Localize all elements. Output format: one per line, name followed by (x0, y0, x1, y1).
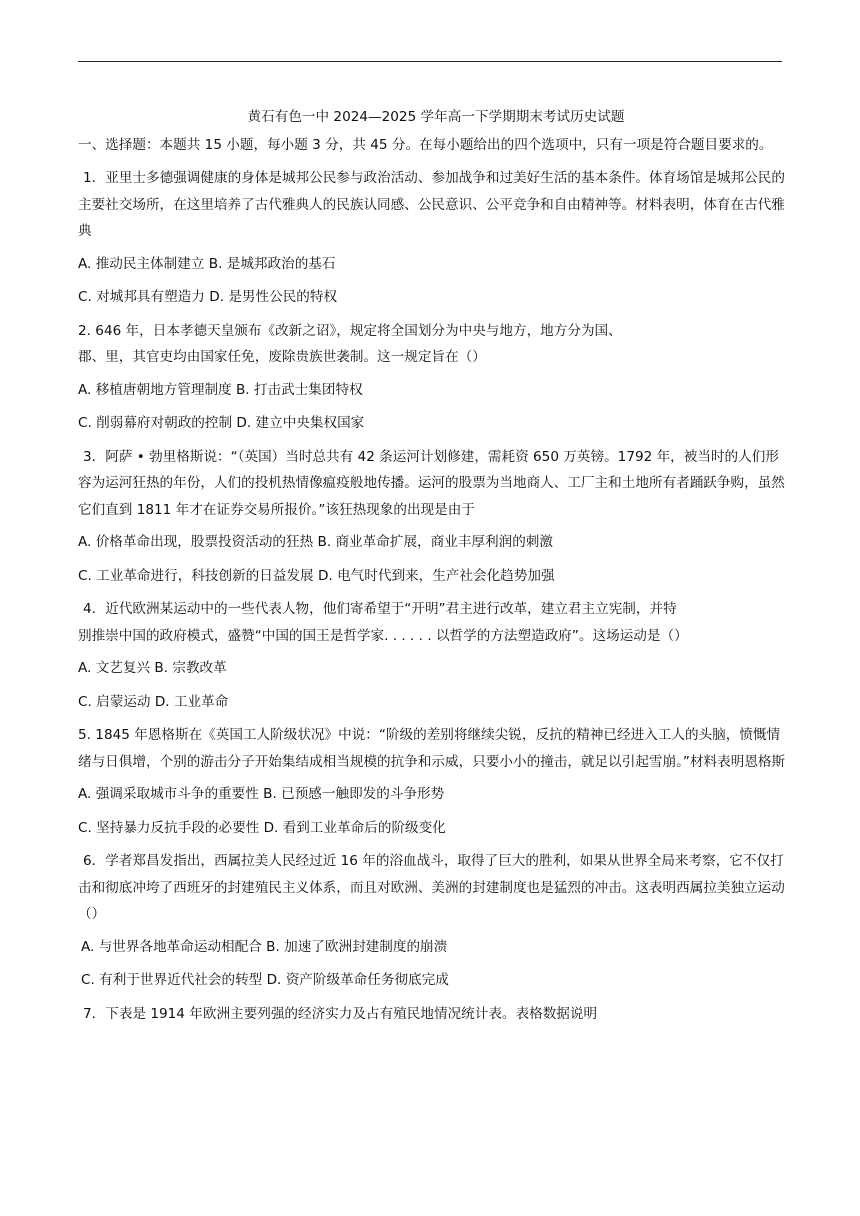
question-3-stem: 3．阿萨 • 勃里格斯说：“（英国）当时总共有 42 条运河计划修建，需耗资 650 万英镑。1792 年，被当时的人们形容为运河狂热的年份，人们的投机热情像瘟疫般地传播。运河的股票为当地商人、工厂主和土地所有者踊跃争购，虽然它们直到 1811 年才在证券交易所报价。”该狂热现象的出现是由于 (78, 448, 785, 518)
question-5-options-cd: C. 坚持暴力反抗手段的必要性 D. 看到工业革命后的阶级变化 (78, 819, 446, 836)
question-2-options-cd: C. 削弱幕府对朝政的控制 D. 建立中央集权国家 (78, 415, 365, 431)
question-1-options-ab: A. 推动民主体制建立 B. 是城邦政治的基石 (78, 255, 336, 272)
exam-content (78, 104, 786, 1027)
section-intro: 一、选择题：本题共 15 小题，每小题 3 分，共 45 分。在每小题给出的四个选项中，只有一项是符合题目要求的。 (78, 136, 773, 153)
question-2-stem-line-1: 2. 646 年，日本孝德天皇颁布《改新之诏》，规定将全国划分为中央与地方，地方分为国、 (78, 322, 622, 339)
question-4-stem-line-1: 4．近代欧洲某运动中的一些代表人物，他们寄希望于“开明”君主进行改革，建立君主立宪制，并特 (83, 601, 677, 617)
question-6-options-cd: C. 有利于世界近代社会的转型 D. 资产阶级革命任务彻底完成 (81, 972, 449, 988)
question-3-options-ab: A. 价格革命出现，股票投资活动的狂热 B. 商业革命扩展，商业丰厚利润的刺激 (78, 534, 553, 550)
question-2-options-ab: A. 移植唐朝地方管理制度 B. 打击武士集团特权 (78, 381, 363, 398)
question-1-options-cd: C. 对城邦具有塑造力 D. 是男性公民的特权 (78, 289, 338, 305)
question-3-options-cd: C. 工业革命进行，科技创新的日益发展 D. 电气时代到来，生产社会化趋势加强 (78, 567, 555, 584)
exam-title: 黄石有色一中 2024—2025 学年高一下学期期末考试历史试题 (247, 109, 625, 125)
question-5-options-ab: A. 强调采取城市斗争的重要性 B. 已预感一触即发的斗争形势 (78, 786, 445, 802)
question-1-stem: 1．亚里士多德强调健康的身体是城邦公民参与政治活动、参加战争和过美好生活的基本条件。体育场馆是城邦公民的主要社交场所，在这里培养了古代雅典人的民族认同感、公民意识、公平竞争和自由精神等。材料表明，体育在古代雅典 (78, 170, 785, 239)
question-4-options-ab: A. 文艺复兴 B. 宗教改革 (78, 660, 227, 676)
header-rule (78, 61, 782, 62)
question-2-stem-line-2: 郡、里，其官吏均由国家任免，废除贵族世袭制。这一规定旨在（） (78, 349, 486, 365)
question-5-stem: 5. 1845 年恩格斯在《英国工人阶级状况》中说：“阶级的差别将继续尖锐，反抗的精神已经进入工人的头脑，愤慨情绪与日俱增，个别的游击分子开始集结成相当规模的抗争和示威，只要小小的撞击，就足以引起雪崩。”材料表明恩格斯 (78, 727, 786, 770)
question-6-stem: 6．学者郑昌发指出，西属拉美人民经过近 16 年的浴血战斗，取得了巨大的胜利，如果从世界全局来考察，它不仅打击和彻底冲垮了西班牙的封建殖民主义体系，而且对欧洲、美洲的封建制度也是猛烈的冲击。这表明西属拉美独立运动（） (78, 853, 785, 922)
question-6-options-ab: A. 与世界各地革命运动相配合 B. 加速了欧洲封建制度的崩溃 (81, 938, 448, 955)
question-4-stem-line-2: 别推崇中国的政府模式，盛赞“中国的国王是哲学家. . . . . . 以哲学的方法塑造政府”。这场运动是（） (78, 627, 688, 644)
question-7-stem: 7．下表是 1914 年欧洲主要列强的经济实力及占有殖民地情况统计表。表格数据说明 (83, 1005, 598, 1022)
question-4-options-cd: C. 启蒙运动 D. 工业革命 (78, 693, 229, 710)
